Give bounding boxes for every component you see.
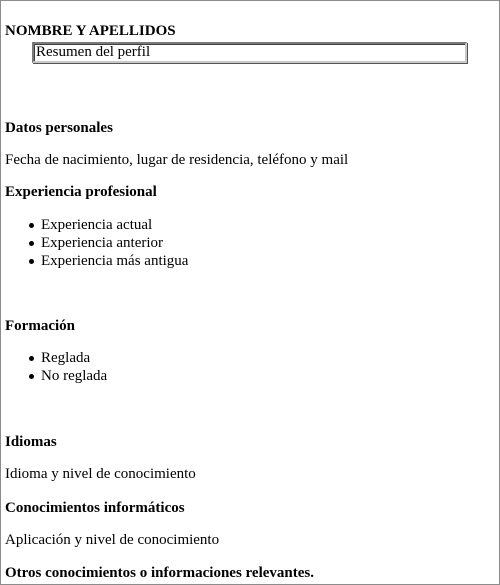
list-item xyxy=(5,367,107,385)
section-title-experience: Experiencia profesional xyxy=(5,184,157,200)
list-item xyxy=(5,252,188,270)
bullet-icon xyxy=(29,374,34,379)
education-list xyxy=(5,349,107,385)
section-title-other: Otros conocimientos o informaciones relevantes. xyxy=(5,565,314,581)
list-item xyxy=(5,349,107,367)
list-item xyxy=(5,216,188,234)
section-title-computing: Conocimientos informáticos xyxy=(5,500,185,516)
bullet-icon xyxy=(29,241,34,246)
list-item xyxy=(5,234,188,252)
experience-item-label: Experiencia más antigua xyxy=(41,253,189,269)
section-title-personal: Datos personales xyxy=(5,120,113,136)
profile-summary-box: Resumen del perfil xyxy=(32,42,467,63)
experience-item-label: Experiencia anterior xyxy=(41,235,164,251)
education-item-label: No reglada xyxy=(41,368,108,384)
name-heading: NOMBRE Y APELLIDOS xyxy=(5,23,176,39)
bullet-icon xyxy=(29,259,34,264)
computing-text: Aplicación y nivel de conocimiento xyxy=(5,532,220,548)
bullet-icon xyxy=(29,356,34,361)
personal-details-text: Fecha de nacimiento, lugar de residencia, teléfono y mail xyxy=(5,152,349,168)
bullet-icon xyxy=(29,223,34,228)
experience-item-label: Experiencia actual xyxy=(41,217,153,233)
experience-list xyxy=(5,216,188,270)
languages-text: Idioma y nivel de conocimiento xyxy=(5,466,196,482)
education-item-label: Reglada xyxy=(41,350,91,366)
section-title-education: Formación xyxy=(5,318,75,334)
section-title-languages: Idiomas xyxy=(5,434,57,450)
